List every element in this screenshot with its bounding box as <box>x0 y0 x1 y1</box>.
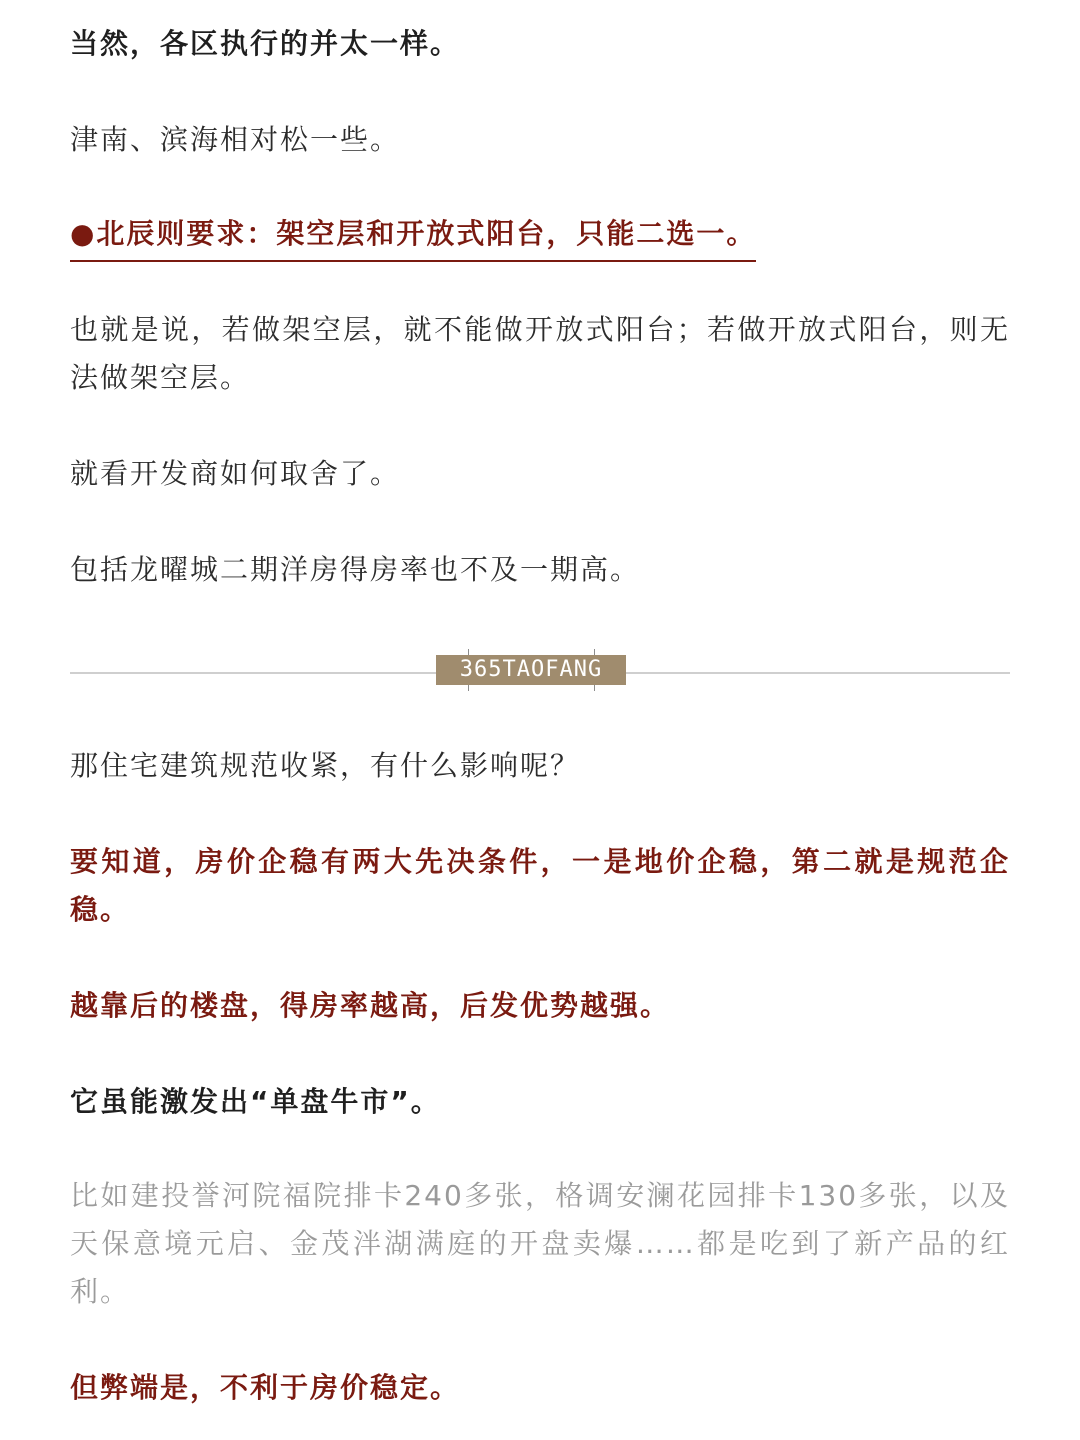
paragraph-4: 也就是说，若做架空层，就不能做开放式阳台；若做开放式阳台，则无法做架空层。 <box>70 313 1010 394</box>
paragraph-2: 津南、滨海相对松一些。 <box>70 123 401 156</box>
paragraph-3-highlight <box>70 210 1010 262</box>
paragraph-11: 比如建投誉河院福院排卡240多张，格调安澜花园排卡130多张，以及天保意境元启、金茂泮湖满庭的开盘卖爆……都是吃到了新产品的红利。 <box>70 1179 1010 1308</box>
highlight-underline-text: ●北辰则要求：架空层和开放式阳台，只能二选一。 <box>70 210 756 262</box>
paragraph-7: 那住宅建筑规范收紧，有什么影响呢？ <box>70 749 581 782</box>
paragraph-6: 包括龙曜城二期洋房得房率也不及一期高。 <box>70 553 641 586</box>
paragraph-1: 当然，各区执行的并太一样。 <box>70 27 461 60</box>
divider-badge-label: 365TAOFANG <box>436 655 626 685</box>
paragraph-12: 但弊端是，不利于房价稳定。 <box>70 1371 461 1404</box>
paragraph-8: 要知道，房价企稳有两大先决条件，一是地价企稳，第二就是规范企稳。 <box>70 845 1010 926</box>
paragraph-10: 它虽能激发出“单盘牛市”。 <box>70 1085 441 1118</box>
divider-badge <box>436 649 626 691</box>
paragraph-9: 越靠后的楼盘，得房率越高，后发优势越强。 <box>70 989 671 1022</box>
paragraph-5: 就看开发商如何取舍了。 <box>70 457 401 490</box>
